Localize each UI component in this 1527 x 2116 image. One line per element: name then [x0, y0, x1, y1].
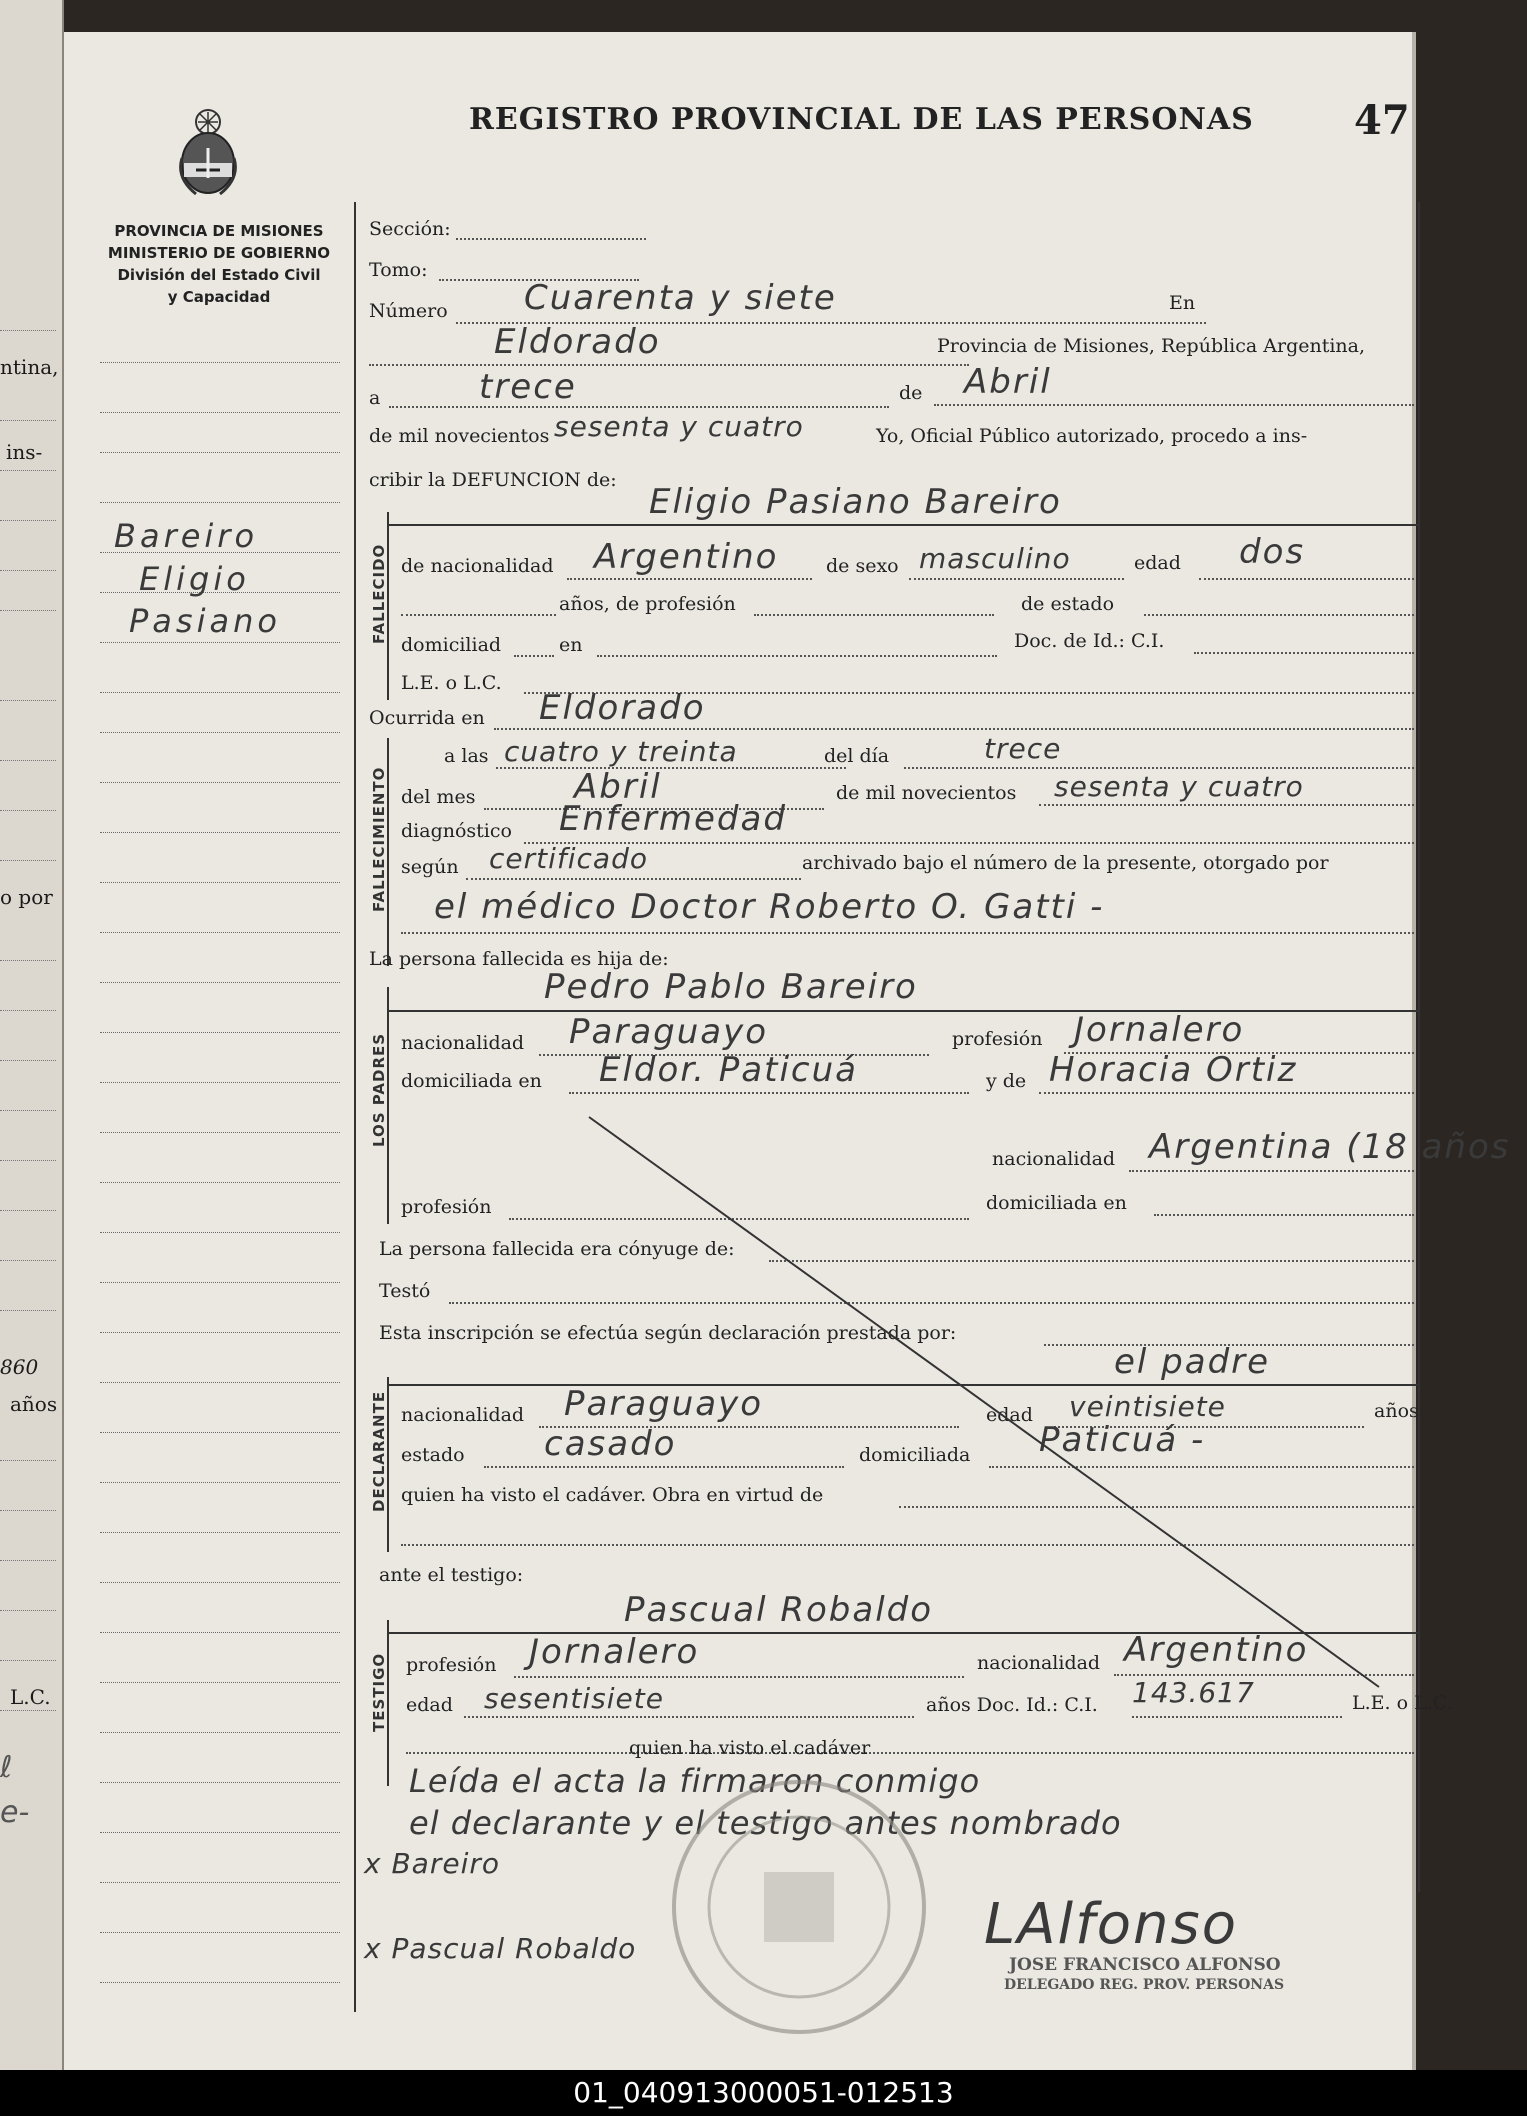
prev-fragment: o por [0, 885, 53, 909]
diagnostico-value: Enfermedad [559, 799, 787, 839]
edad-label: edad [406, 1694, 453, 1716]
domiciliada-en-label: domiciliada en [986, 1192, 1127, 1214]
closing-line: Leída el acta la firmaron conmigo [409, 1762, 981, 1800]
domiciliada-en-label: domiciliada en [401, 1070, 542, 1092]
hora-value: cuatro y treinta [504, 735, 738, 768]
numero-label: Número [369, 300, 448, 322]
file-id-footer: 01_040913000051-012513 [0, 2070, 1527, 2116]
testigo-nombre: Pascual Robaldo [624, 1590, 934, 1630]
anos-profesion-label: años, de profesión [559, 593, 736, 615]
official-name: JOSE FRANCISCO ALFONSO [1009, 1955, 1281, 1975]
official-seal [664, 1772, 934, 2042]
profesion-label: profesión [952, 1028, 1043, 1050]
edad-label: edad [1134, 552, 1181, 574]
decl-nacionalidad: Paraguayo [564, 1384, 764, 1424]
inscripcion-label: Esta inscripción se efectúa según declaración prestada por: [379, 1322, 957, 1344]
en-label: En [1169, 292, 1196, 314]
en-label: en [559, 634, 583, 656]
segun-label: según [401, 856, 459, 878]
sexo-value: masculino [919, 542, 1071, 575]
record-page [64, 32, 1511, 2072]
nacionalidad-label: nacionalidad [401, 1032, 525, 1054]
hija-de-label: La persona fallecida es hija de: [369, 948, 669, 970]
nacionalidad-value: Argentino [594, 537, 779, 577]
estado-label: estado [401, 1444, 465, 1466]
page-number: 47 [1354, 97, 1410, 144]
profesion-label: profesión [406, 1654, 497, 1676]
domiciliada-label: domiciliada [859, 1444, 971, 1466]
signature-testigo: x Pascual Robaldo [364, 1932, 637, 1965]
test-ci: 143.617 [1132, 1676, 1255, 1709]
del-dia-label: del día [824, 745, 890, 767]
page-title: REGISTRO PROVINCIAL DE LAS PERSONAS [469, 102, 1254, 137]
madre-nombre: Horacia Ortiz [1049, 1050, 1298, 1090]
test-nacionalidad: Argentino [1124, 1630, 1309, 1670]
de-mil-label: de mil novecientos [369, 425, 550, 447]
prev-fragment: ntina, [0, 355, 59, 379]
archivado-label: archivado bajo el número de la presente, otorgado por [802, 852, 1329, 874]
anos-doc-label: años Doc. Id.: C.I. [926, 1694, 1098, 1716]
anos-label: años [1374, 1400, 1419, 1422]
sexo-label: de sexo [826, 555, 899, 577]
a-las-label: a las [444, 745, 489, 767]
official-title: DELEGADO REG. PROV. PERSONAS [1004, 1977, 1285, 1993]
le-lc-label: L.E. o L.C. [401, 672, 502, 694]
testigo-section-label: TESTIGO [370, 1652, 388, 1732]
office-line: y Capacidad [167, 288, 271, 306]
padre-nombre: Pedro Pablo Bareiro [544, 967, 918, 1007]
medico-value: el médico Doctor Roberto O. Gatti - [434, 887, 1105, 927]
fallecimiento-section-label: FALLECIMIENTO [370, 766, 388, 912]
quien-visto-label: quien ha visto el cadáver [629, 1737, 871, 1759]
de-nacionalidad-label: de nacionalidad [401, 555, 554, 577]
de-estado-label: de estado [1021, 593, 1115, 615]
nacionalidad-label: nacionalidad [401, 1404, 525, 1426]
dia-fall-value: trece [984, 732, 1062, 765]
mes-value: Abril [964, 362, 1052, 402]
seccion-label: Sección: [369, 218, 451, 240]
fallecido-section-label: FALLECIDO [370, 543, 388, 644]
ocurrida-en-label: Ocurrida en [369, 707, 485, 729]
tomo-label: Tomo: [369, 259, 428, 281]
test-profesion: Jornalero [529, 1632, 700, 1672]
prev-fragment: L.C. [10, 1685, 51, 1709]
form-border-left [354, 202, 356, 2012]
form-border-right [1418, 202, 1420, 1892]
padre-nacionalidad: Paraguayo [569, 1012, 769, 1052]
diagnostico-label: diagnóstico [401, 820, 512, 842]
testo-label: Testó [379, 1280, 431, 1302]
closing-line: el declarante y el testigo antes nombrado [409, 1804, 1122, 1842]
office-line: MINISTERIO DE GOBIERNO [107, 244, 331, 262]
madre-nacionalidad: Argentina (18 años [1149, 1127, 1511, 1167]
office-line: División del Estado Civil [117, 266, 321, 284]
provincia-label: Provincia de Misiones, República Argentina, [937, 335, 1366, 357]
edad-value: dos [1239, 532, 1306, 572]
decl-estado: casado [544, 1424, 677, 1464]
a-label: a [369, 387, 381, 409]
prev-fragment: años [10, 1392, 58, 1416]
margin-note-line: Eligio [139, 560, 250, 598]
prev-fragment: ins- [6, 440, 43, 464]
edad-label: edad [986, 1404, 1033, 1426]
numero-value: Cuarenta y siete [524, 278, 837, 318]
declarante-section-label: DECLARANTE [370, 1390, 388, 1512]
previous-page-edge: ntina, ins- o por 860 años L.C. ℓ e- [0, 0, 64, 2070]
padre-domicilio: Eldor. Paticuá [599, 1050, 858, 1090]
le-o-lc-label: L.E. o L.C. [1352, 1692, 1453, 1714]
y-de-label: y de [986, 1070, 1027, 1092]
fallecido-nombre: Eligio Pasiano Bareiro [649, 482, 1062, 522]
lugar-value: Eldorado [494, 322, 661, 362]
del-mes-label: del mes [401, 786, 476, 808]
segun-value: certificado [489, 842, 648, 875]
ante-testigo-label: ante el testigo: [379, 1564, 524, 1586]
nacionalidad-label: nacionalidad [977, 1652, 1101, 1674]
mes-fall-value: Abril [574, 767, 662, 807]
padres-section-label: LOS PADRES [370, 1032, 388, 1147]
margin-note-line: Pasiano [129, 602, 281, 640]
profesion-label: profesión [401, 1196, 492, 1218]
signature-official: LAlfonso [984, 1892, 1238, 1957]
quien-visto-label: quien ha visto el cadáver. Obra en virtud de [401, 1484, 824, 1506]
anio-value: sesenta y cuatro [554, 410, 804, 443]
prev-fragment: 860 [0, 1355, 39, 1379]
dia-value: trece [479, 367, 577, 407]
cancellation-line [584, 1112, 1384, 1692]
inscribir-label: cribir la DEFUNCION de: [369, 469, 617, 491]
doc-id-label: Doc. de Id.: C.I. [1014, 630, 1165, 652]
office-line: PROVINCIA DE MISIONES [114, 222, 324, 240]
anio-fall-value: sesenta y cuatro [1054, 770, 1304, 803]
signature-declarante: x Bareiro [364, 1847, 500, 1880]
conyuge-label: La persona fallecida era cónyuge de: [379, 1238, 735, 1260]
decl-domicilio: Paticuá - [1039, 1420, 1206, 1460]
coat-of-arms-icon [176, 108, 240, 200]
de-mil-label: de mil novecientos [836, 782, 1017, 804]
test-edad: sesentisiete [484, 1682, 664, 1715]
padre-profesion: Jornalero [1074, 1010, 1245, 1050]
office-block [84, 220, 354, 308]
nacionalidad-label: nacionalidad [992, 1148, 1116, 1170]
declarante-value: el padre [1114, 1342, 1271, 1382]
margin-note-line: Bareiro [114, 517, 259, 555]
domiciliado-label: domiciliad [401, 634, 502, 656]
decl-edad: veintisiete [1069, 1390, 1226, 1423]
yo-oficial-label: Yo, Oficial Público autorizado, procedo a ins- [876, 425, 1308, 447]
ocurrida-en-value: Eldorado [539, 688, 706, 728]
de-label: de [899, 382, 923, 404]
